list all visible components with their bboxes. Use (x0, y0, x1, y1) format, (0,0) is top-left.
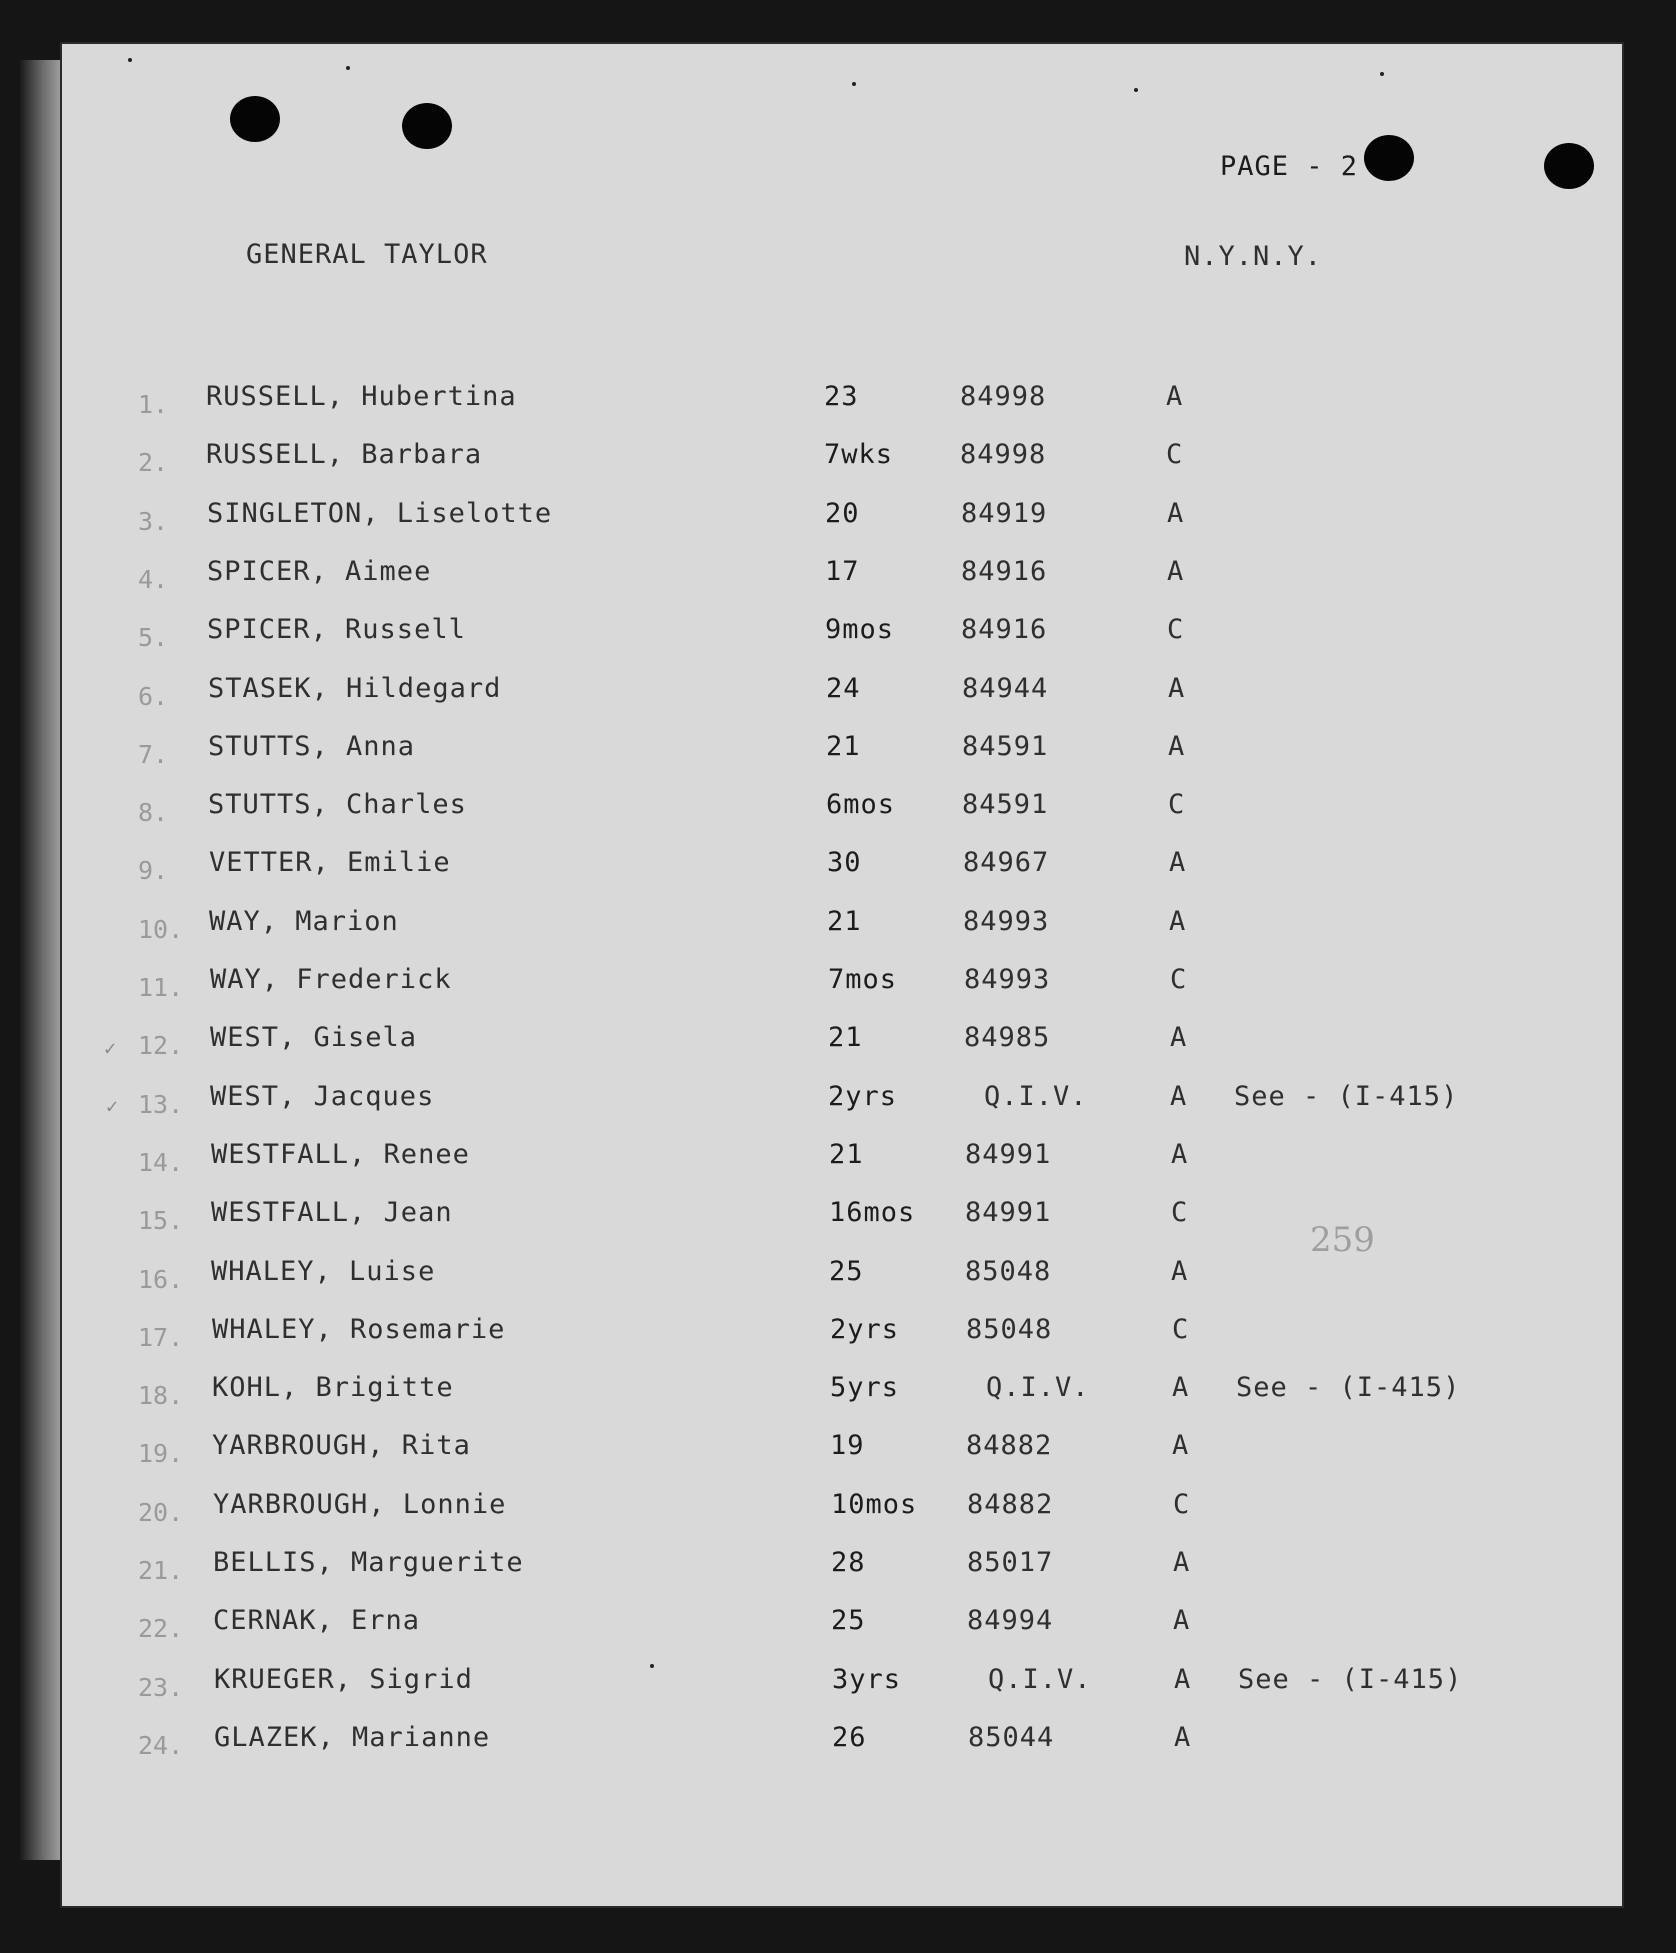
punch-hole (1544, 143, 1594, 189)
ink-speck (346, 66, 350, 70)
passenger-class: C (1171, 1197, 1189, 1228)
passenger-name: SPICER, Russell (207, 614, 466, 645)
passenger-age: 2yrs (828, 1081, 898, 1112)
passenger-class: A (1173, 1547, 1191, 1578)
passenger-class: A (1171, 1256, 1189, 1287)
row-number: 20. (138, 1498, 184, 1527)
passenger-id: 85048 (965, 1256, 1052, 1287)
passenger-class: A (1173, 1605, 1191, 1636)
passenger-note: See - (I-415) (1236, 1372, 1461, 1403)
passenger-age: 21 (827, 906, 862, 937)
passenger-class: C (1173, 1489, 1191, 1520)
ink-speck (1380, 72, 1384, 76)
passenger-id: 84991 (965, 1139, 1052, 1170)
passenger-name: KRUEGER, Sigrid (214, 1664, 473, 1695)
row-number: 14. (138, 1148, 184, 1177)
row-number: 15. (138, 1206, 184, 1235)
passenger-age: 2yrs (830, 1314, 900, 1345)
row-number: 24. (138, 1731, 184, 1760)
ink-speck (1134, 88, 1138, 92)
passenger-class: A (1170, 1081, 1188, 1112)
passenger-id: 84991 (965, 1197, 1052, 1228)
passenger-class: A (1169, 906, 1187, 937)
ship-name: GENERAL TAYLOR (246, 239, 488, 270)
row-number: 21. (138, 1556, 184, 1585)
passenger-class: A (1170, 1022, 1188, 1053)
passenger-name: CERNAK, Erna (213, 1605, 421, 1636)
ink-speck (128, 58, 132, 62)
passenger-class: A (1172, 1372, 1190, 1403)
ink-speck (852, 82, 856, 86)
passenger-age: 20 (825, 498, 860, 529)
passenger-note: See - (I-415) (1238, 1664, 1463, 1695)
passenger-id: 85017 (967, 1547, 1054, 1578)
passenger-class: A (1174, 1722, 1192, 1753)
passenger-id: 84919 (961, 498, 1048, 529)
passenger-id: Q.I.V. (986, 1372, 1090, 1403)
passenger-name: WEST, Gisela (210, 1022, 418, 1053)
passenger-id: 84993 (963, 906, 1050, 937)
passenger-class: C (1172, 1314, 1190, 1345)
passenger-age: 7wks (824, 439, 894, 470)
passenger-name: WESTFALL, Jean (211, 1197, 453, 1228)
passenger-id: Q.I.V. (988, 1664, 1092, 1695)
passenger-id: 84916 (961, 614, 1048, 645)
page-label: PAGE - 2 (1220, 151, 1359, 182)
passenger-class: A (1168, 731, 1186, 762)
passenger-age: 30 (827, 847, 862, 878)
check-mark: ✓ (104, 1036, 117, 1060)
passenger-class: A (1167, 498, 1185, 529)
passenger-age: 9mos (825, 614, 895, 645)
passenger-name: WHALEY, Luise (211, 1256, 436, 1287)
check-mark: ✓ (106, 1094, 119, 1118)
passenger-name: WEST, Jacques (210, 1081, 435, 1112)
passenger-class: A (1172, 1430, 1190, 1461)
passenger-age: 23 (824, 381, 859, 412)
passenger-name: YARBROUGH, Rita (212, 1430, 471, 1461)
row-number: 3. (138, 507, 169, 536)
port-name: N.Y.N.Y. (1184, 241, 1323, 272)
passenger-id: 84916 (961, 556, 1048, 587)
passenger-id: 85044 (968, 1722, 1055, 1753)
passenger-id: 84985 (964, 1022, 1051, 1053)
row-number: 9. (138, 856, 169, 885)
passenger-name: GLAZEK, Marianne (214, 1722, 491, 1753)
passenger-class: A (1174, 1664, 1192, 1695)
passenger-name: WHALEY, Rosemarie (212, 1314, 506, 1345)
row-number: 23. (138, 1673, 184, 1702)
passenger-age: 10mos (831, 1489, 918, 1520)
passenger-name: KOHL, Brigitte (212, 1372, 454, 1403)
passenger-age: 21 (828, 1022, 863, 1053)
passenger-id: 84998 (960, 439, 1047, 470)
passenger-id: 84591 (962, 731, 1049, 762)
passenger-name: SPICER, Aimee (207, 556, 432, 587)
row-number: 10. (138, 915, 184, 944)
passenger-class: C (1166, 439, 1184, 470)
passenger-name: WAY, Marion (209, 906, 399, 937)
passenger-id: 84882 (966, 1430, 1053, 1461)
passenger-name: SINGLETON, Liselotte (207, 498, 553, 529)
passenger-class: A (1166, 381, 1184, 412)
passenger-name: WAY, Frederick (210, 964, 452, 995)
passenger-class: A (1168, 673, 1186, 704)
passenger-age: 19 (830, 1430, 865, 1461)
passenger-age: 21 (826, 731, 861, 762)
passenger-id: 84591 (962, 789, 1049, 820)
ink-speck (650, 1664, 654, 1668)
passenger-age: 5yrs (830, 1372, 900, 1403)
row-number: 1. (138, 390, 169, 419)
passenger-id: Q.I.V. (984, 1081, 1088, 1112)
row-number: 11. (138, 973, 184, 1002)
passenger-name: YARBROUGH, Lonnie (213, 1489, 507, 1520)
passenger-age: 28 (831, 1547, 866, 1578)
passenger-id: 84944 (962, 673, 1049, 704)
passenger-age: 7mos (828, 964, 898, 995)
passenger-class: C (1168, 789, 1186, 820)
passenger-class: A (1167, 556, 1185, 587)
passenger-note: See - (I-415) (1234, 1081, 1459, 1112)
row-number: 22. (138, 1614, 184, 1643)
punch-hole (402, 103, 452, 149)
row-number: 2. (138, 448, 169, 477)
stamped-number: 259 (1310, 1220, 1375, 1260)
passenger-name: STUTTS, Charles (208, 789, 467, 820)
row-number: 4. (138, 565, 169, 594)
passenger-age: 16mos (829, 1197, 916, 1228)
row-number: 8. (138, 798, 169, 827)
passenger-id: 84994 (967, 1605, 1054, 1636)
passenger-id: 84882 (967, 1489, 1054, 1520)
punch-hole (1364, 135, 1414, 181)
passenger-age: 6mos (826, 789, 896, 820)
passenger-class: A (1169, 847, 1187, 878)
passenger-class: C (1170, 964, 1188, 995)
passenger-age: 25 (831, 1605, 866, 1636)
passenger-age: 17 (825, 556, 860, 587)
passenger-name: RUSSELL, Barbara (206, 439, 483, 470)
passenger-id: 84993 (964, 964, 1051, 995)
passenger-class: C (1167, 614, 1185, 645)
punch-hole (230, 96, 280, 142)
passenger-name: STASEK, Hildegard (208, 673, 502, 704)
passenger-name: RUSSELL, Hubertina (206, 381, 517, 412)
passenger-name: VETTER, Emilie (209, 847, 451, 878)
row-number: 7. (138, 740, 169, 769)
passenger-id: 84967 (963, 847, 1050, 878)
passenger-age: 26 (832, 1722, 867, 1753)
row-number: 18. (138, 1381, 184, 1410)
passenger-age: 21 (829, 1139, 864, 1170)
passenger-age: 3yrs (832, 1664, 902, 1695)
row-number: 12. (138, 1031, 184, 1060)
row-number: 19. (138, 1439, 184, 1468)
row-number: 16. (138, 1265, 184, 1294)
passenger-name: STUTTS, Anna (208, 731, 416, 762)
passenger-age: 24 (826, 673, 861, 704)
row-number: 17. (138, 1323, 184, 1352)
passenger-class: A (1171, 1139, 1189, 1170)
passenger-name: WESTFALL, Renee (211, 1139, 470, 1170)
passenger-id: 84998 (960, 381, 1047, 412)
row-number: 13. (138, 1090, 184, 1119)
row-number: 5. (138, 623, 169, 652)
passenger-age: 25 (829, 1256, 864, 1287)
passenger-id: 85048 (966, 1314, 1053, 1345)
row-number: 6. (138, 682, 169, 711)
passenger-name: BELLIS, Marguerite (213, 1547, 524, 1578)
